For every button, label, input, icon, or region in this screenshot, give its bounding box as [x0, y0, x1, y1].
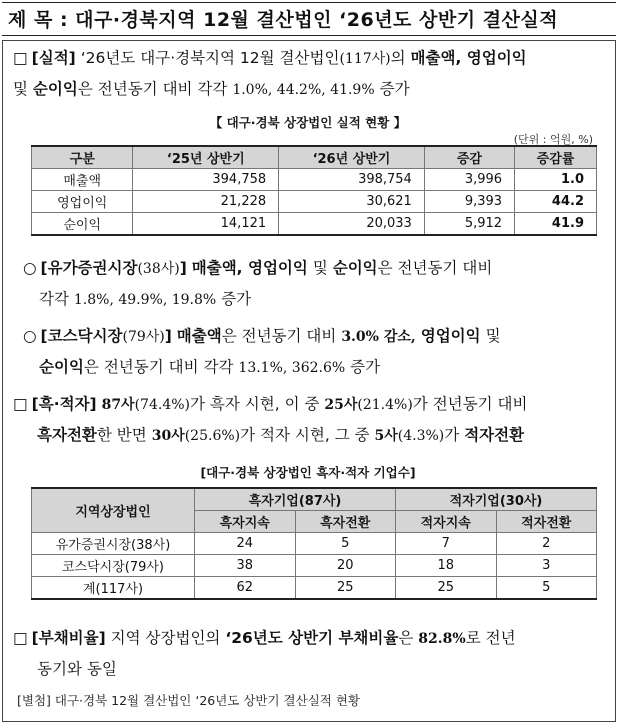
highlight: 매출액	[176, 327, 222, 345]
text: ‘26년도 대구·경북지역 12월 결산법인	[80, 49, 340, 67]
table-row	[32, 169, 597, 191]
text: 및	[485, 327, 501, 345]
text: 가 전년동기 대비	[412, 395, 528, 413]
text: 로	[465, 629, 481, 647]
highlight: 영업이익	[420, 327, 481, 345]
square-bullet-icon: □	[13, 395, 28, 413]
section-tag: [흑·적자]	[31, 395, 97, 413]
market-tag-end: ]	[179, 259, 187, 277]
table-row	[32, 577, 597, 600]
table-row	[32, 191, 597, 213]
cell: 25	[295, 577, 396, 600]
column-header: 적자전환	[496, 511, 597, 533]
cell: 1.0	[515, 169, 597, 191]
table2-caption: [대구·경북 상장법인 흑자·적자 기업수]	[200, 465, 416, 480]
text: 전년	[485, 629, 516, 647]
text: 은 전년동기 대비	[377, 259, 493, 277]
table-row	[32, 533, 597, 555]
percent-values: 1.8%, 49.9%, 19.8%	[73, 292, 217, 308]
content-box	[2, 40, 616, 722]
square-bullet-icon: □	[13, 629, 28, 647]
section-tag: [실적]	[31, 49, 76, 67]
column-header: 증감률	[515, 146, 597, 169]
cell: 3	[496, 555, 597, 577]
highlight: ‘26년도 상반기 부채비율	[225, 629, 399, 647]
cell: 7	[396, 533, 497, 555]
cell: 25	[396, 577, 497, 600]
highlight: 순이익	[39, 358, 84, 376]
table-header-row	[32, 146, 597, 169]
cell: 24	[195, 533, 296, 555]
text: 동기와 동일	[37, 660, 117, 678]
subsection-kospi	[23, 253, 609, 315]
table-header-row	[32, 488, 597, 511]
square-bullet-icon: □	[13, 49, 28, 67]
performance-table	[31, 145, 597, 236]
text: 의	[390, 49, 406, 67]
text: 증가	[350, 358, 381, 376]
highlight: 매출액, 영업이익	[410, 49, 527, 67]
count: 25사	[324, 397, 358, 413]
page-title: 제 목 : 대구·경북지역 12월 결산법인 ‘26년도 상반기 결산실적	[2, 2, 616, 36]
corner-header: 지역상장법인	[32, 488, 195, 533]
percent-values: 3.0% 감소,	[341, 329, 416, 345]
text: 지역 상장법인의	[110, 629, 221, 647]
section-profit-loss	[13, 389, 613, 451]
row-label: 매출액	[32, 169, 133, 191]
text: 은	[398, 629, 414, 647]
subsection-kosdaq	[23, 321, 609, 383]
column-header: 흑자지속	[195, 511, 296, 533]
cell: 30,621	[279, 191, 425, 213]
percent: (21.4%)	[357, 397, 413, 413]
cell: 20	[295, 555, 396, 577]
circle-bullet-icon: ○	[23, 259, 37, 277]
section-debt-ratio	[13, 623, 609, 684]
text: 가	[444, 426, 460, 444]
column-header: 흑자전환	[295, 511, 396, 533]
cell: 41.9	[515, 213, 597, 236]
percent-value: 82.8%	[418, 631, 466, 647]
text: 증가	[221, 290, 252, 308]
column-header: ‘26년 상반기	[279, 146, 425, 169]
highlight: 적자전환	[464, 426, 525, 444]
cell: 44.2	[515, 191, 597, 213]
row-label: 순이익	[32, 213, 133, 236]
text: 가 적자 시현, 그 중	[240, 426, 370, 444]
text: 은 전년동기 대비 각각	[83, 358, 234, 376]
cell: 5	[496, 577, 597, 600]
section-tag: [부채비율]	[31, 629, 106, 647]
text: 및	[13, 80, 28, 98]
market-tag: [코스닥시장	[40, 327, 123, 345]
text: 은 전년동기 대비 각각	[77, 80, 228, 98]
column-header: ‘25년 상반기	[133, 146, 279, 169]
highlight: 순이익	[332, 259, 378, 277]
row-label: 유가증권시장(38사)	[32, 533, 195, 555]
profit-loss-table	[31, 487, 597, 600]
cell: 20,033	[279, 213, 425, 236]
percent-values: 13.1%, 362.6%	[238, 360, 346, 376]
market-tag-end: ]	[164, 327, 172, 345]
circle-bullet-icon: ○	[23, 327, 37, 345]
group-header: 적자기업(30사)	[396, 488, 597, 511]
cell: 394,758	[133, 169, 279, 191]
column-header: 증감	[424, 146, 514, 169]
count: 5사	[374, 428, 398, 444]
percent: (74.4%)	[134, 397, 190, 413]
row-label: 계(117사)	[32, 577, 195, 600]
cell: 21,228	[133, 191, 279, 213]
count: (117사)	[339, 51, 391, 67]
cell: 62	[195, 577, 296, 600]
cell: 38	[195, 555, 296, 577]
group-header: 흑자기업(87사)	[195, 488, 396, 511]
column-header: 구분	[32, 146, 133, 169]
text: 가 흑자 시현, 이 중	[190, 395, 320, 413]
cell: 18	[396, 555, 497, 577]
text: 및	[312, 259, 328, 277]
highlight: 매출액, 영업이익	[191, 259, 308, 277]
count: (79사)	[122, 329, 165, 345]
count: (38사)	[137, 261, 180, 277]
highlight: 순이익	[32, 80, 78, 98]
text: 한 반면	[96, 426, 147, 444]
text: 은 전년동기 대비	[221, 327, 337, 345]
table-row	[32, 213, 597, 236]
section-performance	[13, 43, 609, 105]
row-label: 코스닥시장(79사)	[32, 555, 195, 577]
count: 30사	[151, 428, 185, 444]
attachment-note: [별첨] 대구·경북 12월 결산법인 ‘26년도 상반기 결산실적 현황	[17, 693, 360, 708]
column-header: 적자지속	[396, 511, 497, 533]
cell: 5	[295, 533, 396, 555]
table1-caption: 【 대구·경북 상장법인 실적 현황 】	[209, 115, 407, 130]
text: 증가	[379, 80, 410, 98]
market-tag: [유가증권시장	[40, 259, 138, 277]
highlight: 흑자전환	[37, 426, 97, 444]
row-label: 영업이익	[32, 191, 133, 213]
cell: 5,912	[424, 213, 514, 236]
count: 87사	[101, 397, 135, 413]
percent-values: 1.0%, 44.2%, 41.9%	[232, 82, 375, 98]
percent: (25.6%)	[184, 428, 241, 444]
cell: 3,996	[424, 169, 514, 191]
cell: 2	[496, 533, 597, 555]
percent: (4.3%)	[397, 428, 445, 444]
text: 각각	[39, 290, 69, 308]
table-row	[32, 555, 597, 577]
cell: 398,754	[279, 169, 425, 191]
cell: 9,393	[424, 191, 514, 213]
table1-unit: (단위 : 억원, %)	[513, 133, 593, 146]
cell: 14,121	[133, 213, 279, 236]
